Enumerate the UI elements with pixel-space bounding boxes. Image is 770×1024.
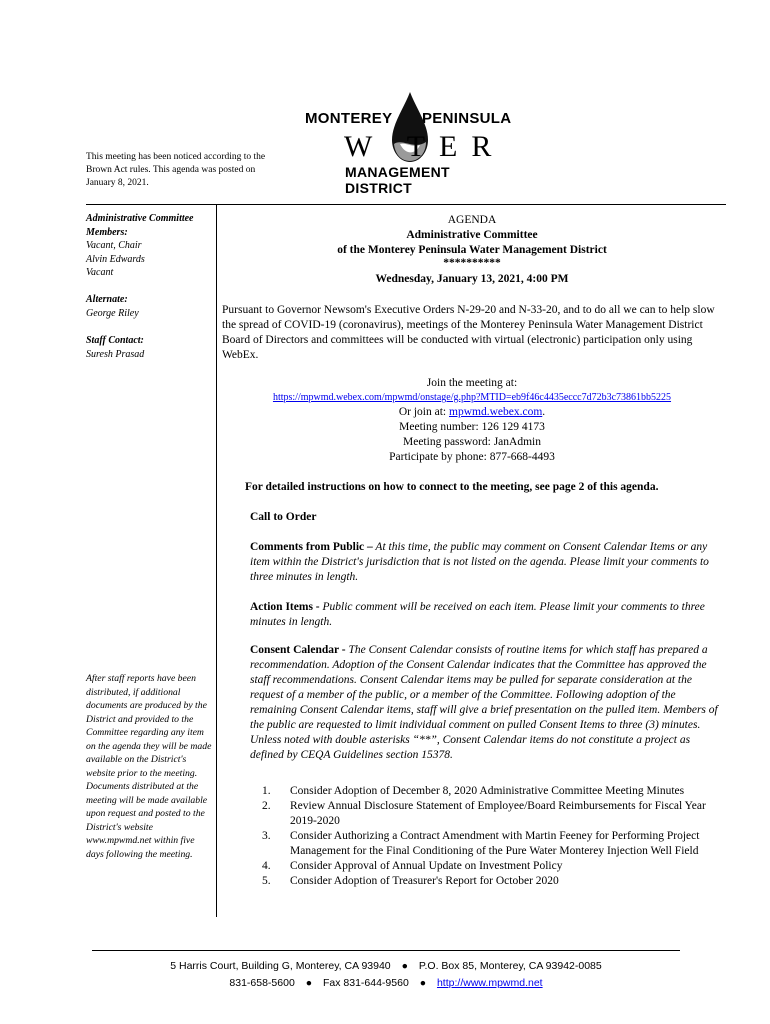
intro-paragraph: Pursuant to Governor Newsom's Executive Orders N-29-20 and N-33-20, and to do all we can to help slow the spread of COVID-19 (coronavirus), meetings of the Monterey Peninsula Water Management District Board of Directors and committees will be conducted with virtual (electronic) participation only using WebEx. bbox=[222, 304, 715, 361]
or-join-prefix: Or join at: bbox=[398, 406, 449, 418]
list-item bbox=[262, 784, 722, 799]
header-divider bbox=[86, 204, 726, 205]
list-item bbox=[262, 859, 722, 874]
sidebar-committee bbox=[86, 212, 214, 280]
public-comments-title: Comments from Public – bbox=[250, 541, 373, 553]
action-items-title: Action Items - bbox=[250, 601, 320, 613]
alternate-heading: Alternate: bbox=[86, 294, 128, 305]
item-number: 5. bbox=[262, 875, 271, 887]
item-text: Consider Authorizing a Contract Amendment with Martin Feeney for Performing Project Management for the Final Conditioning of the Pure Water Monterey Injection Well Field bbox=[290, 830, 700, 857]
member-2: Alvin Edwards bbox=[86, 253, 145, 265]
item-text: Consider Adoption of December 8, 2020 Administrative Committee Meeting Minutes bbox=[290, 785, 685, 797]
call-to-order: Call to Order bbox=[250, 511, 317, 523]
sidebar-staff bbox=[86, 334, 214, 361]
or-join-line bbox=[222, 405, 722, 420]
stars-divider: ********** bbox=[443, 257, 501, 269]
sidebar-divider bbox=[216, 205, 217, 917]
consent-items-list bbox=[262, 784, 722, 889]
item-number: 1. bbox=[262, 785, 271, 797]
consent-calendar-section bbox=[250, 643, 722, 763]
district-title: of the Monterey Peninsula Water Management District bbox=[337, 244, 607, 256]
public-comments-section bbox=[250, 540, 720, 585]
notice-text: This meeting has been noticed according to the Brown Act rules. This agenda was posted on January 8, 2021. bbox=[86, 152, 266, 188]
agenda-header bbox=[222, 213, 722, 287]
item-text: Consider Adoption of Treasurer's Report for October 2020 bbox=[290, 875, 559, 887]
item-number: 3. bbox=[262, 830, 271, 842]
item-number: 4. bbox=[262, 860, 271, 872]
meeting-date: Wednesday, January 13, 2021, 4:00 PM bbox=[375, 273, 569, 285]
footer-po-box: P.O. Box 85, Monterey, CA 93942-0085 bbox=[418, 960, 602, 972]
member-3: Vacant bbox=[86, 267, 114, 278]
item-text: Consider Approval of Annual Update on Investment Policy bbox=[290, 860, 563, 872]
item-number: 2. bbox=[262, 800, 271, 812]
bullet-separator: ● bbox=[305, 977, 313, 989]
committee-title: Administrative Committee bbox=[406, 229, 538, 241]
logo-text-management-district: MANAGEMENT DISTRICT bbox=[345, 164, 450, 196]
action-items-section bbox=[250, 600, 720, 630]
or-join-suffix: . bbox=[542, 406, 546, 418]
district-logo bbox=[300, 90, 515, 196]
join-label: Join the meeting at: bbox=[426, 377, 518, 389]
phone-participation: Participate by phone: 877-668-4493 bbox=[389, 451, 555, 463]
agenda-title: AGENDA bbox=[447, 214, 497, 226]
bullet-separator: ● bbox=[419, 977, 427, 989]
bullet-separator: ● bbox=[401, 960, 408, 972]
webex-site-link[interactable]: mpwmd.webex.com bbox=[449, 406, 543, 418]
list-item bbox=[262, 829, 722, 859]
footer-address-line bbox=[86, 960, 686, 972]
footer-contact-line bbox=[86, 977, 686, 989]
webex-meeting-link[interactable]: https://mpwmd.webex.com/mpwmd/onstage/g.php?MTID=eb9f46c4435eccc7d72b3c73861bb5225 bbox=[272, 392, 672, 403]
meeting-password: Meeting password: JanAdmin bbox=[403, 436, 541, 448]
sidebar-alternate bbox=[86, 293, 214, 320]
join-info bbox=[222, 376, 722, 465]
meeting-number: Meeting number: 126 129 4173 bbox=[399, 421, 545, 433]
list-item bbox=[262, 874, 722, 889]
alternate-name: George Riley bbox=[86, 307, 139, 319]
logo-text-peninsula: PENINSULA bbox=[422, 110, 512, 127]
item-text: Review Annual Disclosure Statement of Employee/Board Reimbursements for Fiscal Year 2019-2020 bbox=[290, 800, 706, 827]
logo-text-monterey: MONTEREY bbox=[305, 110, 393, 127]
footer-website-link[interactable]: http://www.mpwmd.net bbox=[436, 977, 543, 989]
list-item bbox=[262, 799, 722, 829]
footer-divider bbox=[92, 950, 680, 951]
instructions-note: For detailed instructions on how to connect to the meeting, see page 2 of this agenda. bbox=[245, 481, 659, 493]
footer-phone: 831-658-5600 bbox=[229, 977, 295, 989]
sidebar-documents-note: After staff reports have been distributed, if additional documents are produced by the District and provided to the Committee regarding any item on the agenda they will be made available on the District's website prior to the meeting. Documents distributed at the meeting will be made available upon request and posted to the District's website www.mpwmd.net within five days following the meeting. bbox=[86, 673, 212, 860]
committee-heading: Administrative Committee Members: bbox=[86, 213, 194, 238]
footer-address: 5 Harris Court, Building G, Monterey, CA 93940 bbox=[170, 960, 391, 972]
staff-name: Suresh Prasad bbox=[86, 348, 145, 360]
action-items-text: Public comment will be received on each item. Please limit your comments to three minutes in length. bbox=[250, 601, 705, 628]
consent-calendar-text: The Consent Calendar consists of routine items for which staff has prepared a recommendation. Adoption of the Consent Calendar indicates that the Committee has approved the staff recommendations. Consent Calendar items may be pulled for separate consideration at the request of a member of the public, or a member of the Committee. Following adoption of the remaining Consent Calendar items, staff will give a brief presentation on the pulled item. Members of the public are requested to limit individual comment on pulled Consent Items to three (3) minutes. Unless noted with double asterisks “**”, Consent Calendar items do not constitute a project as defined by CEQA Guidelines section 15378. bbox=[250, 644, 718, 761]
member-1: Vacant, Chair bbox=[86, 240, 142, 251]
public-comments-text: At this time, the public may comment on Consent Calendar Items or any item within the District's jurisdiction that is not listed on the agenda. Please limit your comments to three minutes in length. bbox=[250, 541, 709, 583]
footer-fax: Fax 831-644-9560 bbox=[322, 977, 409, 989]
staff-heading: Staff Contact: bbox=[86, 335, 144, 346]
consent-calendar-title: Consent Calendar - bbox=[250, 644, 346, 656]
logo-text-water: W TER bbox=[344, 130, 506, 163]
